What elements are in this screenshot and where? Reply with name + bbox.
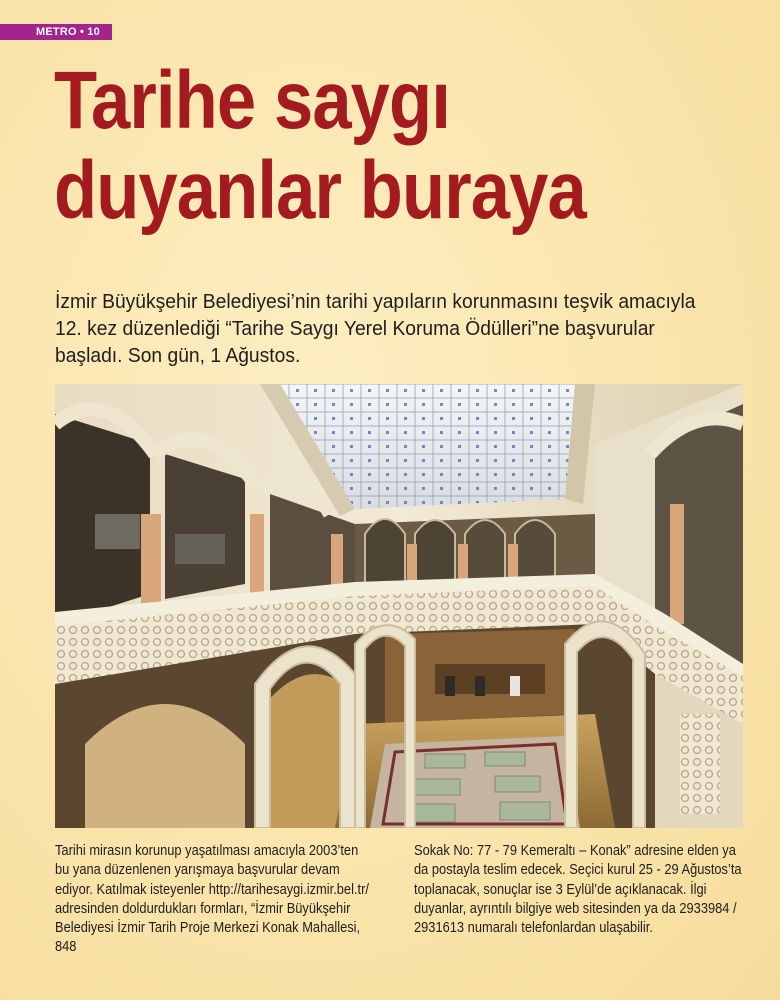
body-text-column-1: Tarihi mirasın korunup yaşatılması amacıyla 2003’ten bu yana düzenlenen yarışmaya başvurular devam ediyor. Katılmak isteyenler http://tarihesaygi.izmir.bel.tr/ adresinden doldurdukları formları, “İzmir Büyükşehir Belediyesi İzmir Tarih Proje Merkezi Konak Mahallesi, 848 bbox=[55, 843, 369, 956]
section-tag: METRO • 10 bbox=[0, 24, 112, 40]
body-column-right bbox=[414, 842, 747, 938]
building-interior-photo bbox=[55, 384, 743, 828]
headline-line-2: duyanlar buraya bbox=[54, 145, 586, 236]
headline-line-1: Tarihe saygı bbox=[54, 55, 451, 146]
body-column-left bbox=[55, 842, 375, 958]
lead-paragraph: İzmir Büyükşehir Belediyesi’nin tarihi yapıların korunmasını teşvik amacıyla 12. kez düzenlediği “Tarihe Saygı Yerel Koruma Ödülleri”ne başvurular başladı. Son gün, 1 Ağustos. bbox=[55, 290, 696, 367]
headline bbox=[54, 56, 665, 236]
body-text-column-2: Sokak No: 77 - 79 Kemeraltı – Konak” adresine elden ya da postayla teslim edecek. Seçici kurul 25 - 29 Ağustos’ta toplanacak, sonuçlar ise 3 Eylül’de açıklanacak. İlgi duyanlar, ayrıntılı bilgiye web sitesinden ya da 2933984 / 2931613 numaralı telefonlardan ulaşabilir. bbox=[414, 843, 742, 937]
